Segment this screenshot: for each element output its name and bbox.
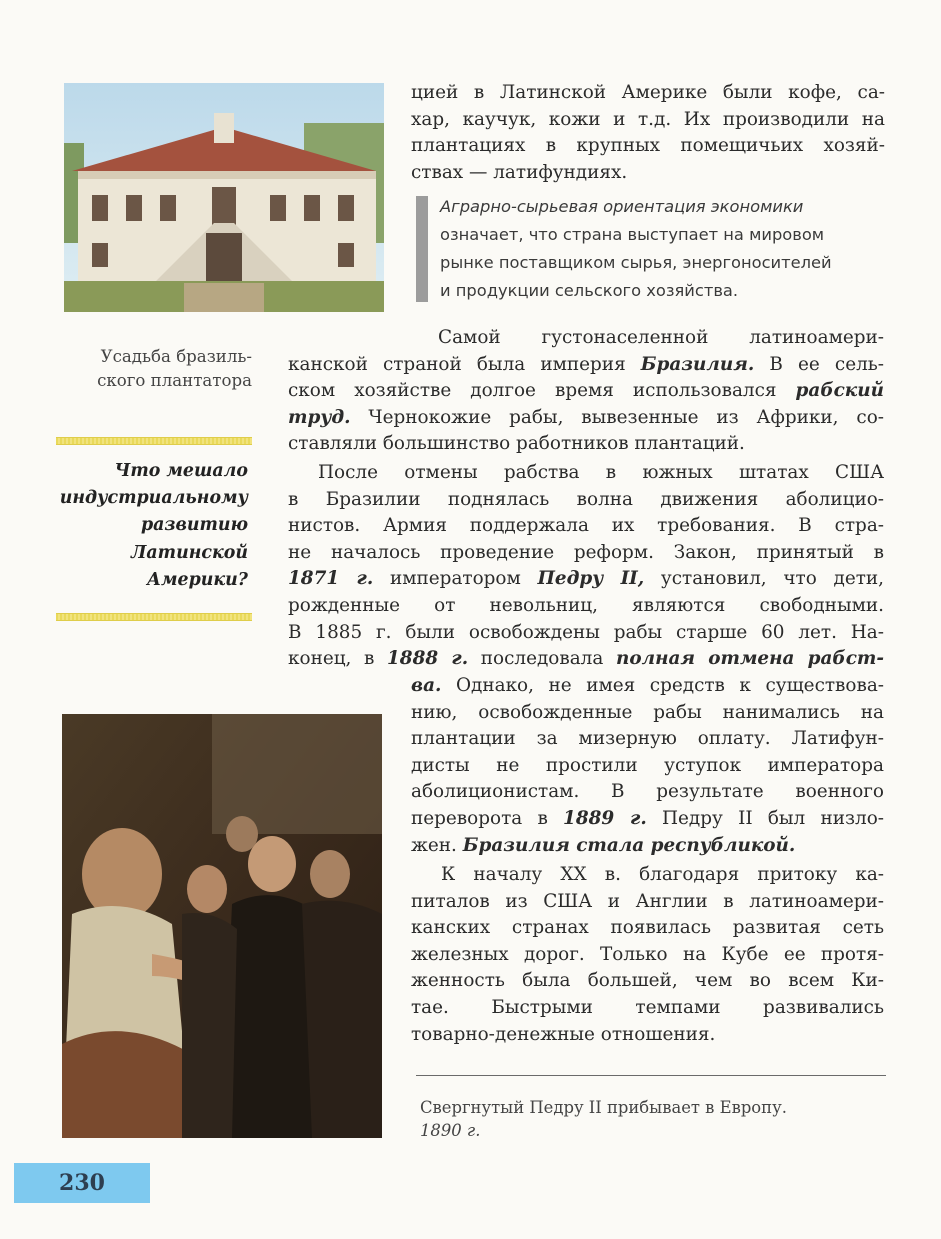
- question-top-rule: [56, 437, 252, 445]
- text-line: не началось проведение реформ. Закон, принятый в: [288, 541, 884, 563]
- caption-date: 1890 г.: [420, 1120, 481, 1140]
- text-line: ва. Однако, не имея средств к существова-: [411, 675, 884, 696]
- definition-line: означает, что страна выступает на мировом: [440, 225, 825, 244]
- text-line: плантации за мизерную оплату. Латифун-: [411, 728, 884, 750]
- text-line: товарно-денежные отношения.: [411, 1023, 716, 1045]
- text-line: конец, в 1888 г. последовала полная отмена рабст-: [288, 648, 884, 670]
- term-brazil: Бразилия.: [640, 353, 755, 375]
- manor-caption: [40, 345, 252, 393]
- text-line: железных дорог. Только на Кубе ее протя-: [411, 943, 884, 965]
- text-line: После отмены рабства в южных штатах США: [318, 462, 884, 483]
- definition-line: рынке поставщиком сырья, энергоносителей: [440, 253, 832, 272]
- pedro-arrival-painting: [62, 714, 382, 1138]
- term-republic: Бразилия стала республикой.: [462, 834, 796, 856]
- text-line: женность была большей, чем во всем Ки-: [411, 970, 884, 992]
- definition-box: [440, 193, 886, 305]
- text-line: цией в Латинской Америке были кофе, са-: [411, 82, 885, 103]
- caption-line: Усадьба бразиль-: [100, 347, 252, 366]
- text-line: жен. Бразилия стала республикой.: [411, 834, 796, 856]
- text-line: хар, каучук, кожи и т.д. Их производили на: [411, 108, 885, 130]
- page-number: 230: [14, 1163, 150, 1203]
- text-line: в Бразилии поднялась волна движения аболицио-: [288, 488, 884, 510]
- text-line: ском хозяйстве долгое время использовался рабский: [288, 380, 884, 402]
- text-line: нию, освобожденные рабы нанимались на: [411, 701, 884, 723]
- text-line: тае. Быстрыми темпами развивались: [411, 996, 884, 1018]
- caption-line: Свергнутый Педру II прибывает в Европу.: [420, 1098, 787, 1117]
- painting-caption: [420, 1097, 880, 1143]
- definition-bar: [416, 196, 428, 302]
- text-line: аболиционистам. В результате военного: [411, 781, 884, 803]
- review-question: Что мешало индустриальному развитию Латинской Америки?: [59, 461, 248, 590]
- text-line: труд. Чернокожие рабы, вывезенные из Африки, со-: [288, 406, 884, 428]
- text-line: канских странах появилась развитая сеть: [411, 917, 884, 939]
- text-line: ствах — латифундиях.: [411, 161, 628, 183]
- definition-term: Аграрно-сырьевая ориентация экономики: [440, 197, 804, 216]
- text-line: ставляли большинство работников плантаций.: [288, 433, 745, 455]
- term-slave-labor: рабский: [795, 380, 884, 402]
- abolition-paragraph-continued: [411, 673, 884, 859]
- text-line: 1871 г. императором Педру II, установил, что дети,: [288, 568, 884, 590]
- plantation-manor-image: [64, 83, 384, 312]
- abolition-paragraph: [288, 460, 884, 673]
- definition-line: и продукции сельского хозяйства.: [440, 281, 739, 300]
- caption-line: ского плантатора: [97, 371, 252, 390]
- text-line: нистов. Армия поддержала их требования. В стра-: [288, 515, 884, 537]
- intro-paragraph: [411, 80, 885, 186]
- text-line: рожденные от невольниц, являются свободными.: [288, 594, 884, 616]
- text-line: дисты не простили уступок императора: [411, 754, 884, 776]
- question-bottom-rule: [56, 613, 252, 621]
- railways-paragraph: [411, 862, 884, 1048]
- text-line: канской страной была империя Бразилия. В ее сель-: [288, 353, 884, 375]
- text-line: переворота в 1889 г. Педру II был низло-: [411, 807, 884, 829]
- text-line: В 1885 г. были освобождены рабы старше 60 лет. На-: [288, 621, 884, 643]
- text-line: питалов из США и Англии в латиноамери-: [411, 890, 884, 912]
- text-line: К началу XX в. благодаря притоку ка-: [441, 864, 884, 885]
- text-line: плантациях в крупных помещичьих хозяй-: [411, 135, 885, 157]
- brazil-paragraph: [288, 325, 884, 458]
- caption-rule: [416, 1075, 886, 1076]
- text-line: Самой густонаселенной латиноамери-: [438, 327, 884, 348]
